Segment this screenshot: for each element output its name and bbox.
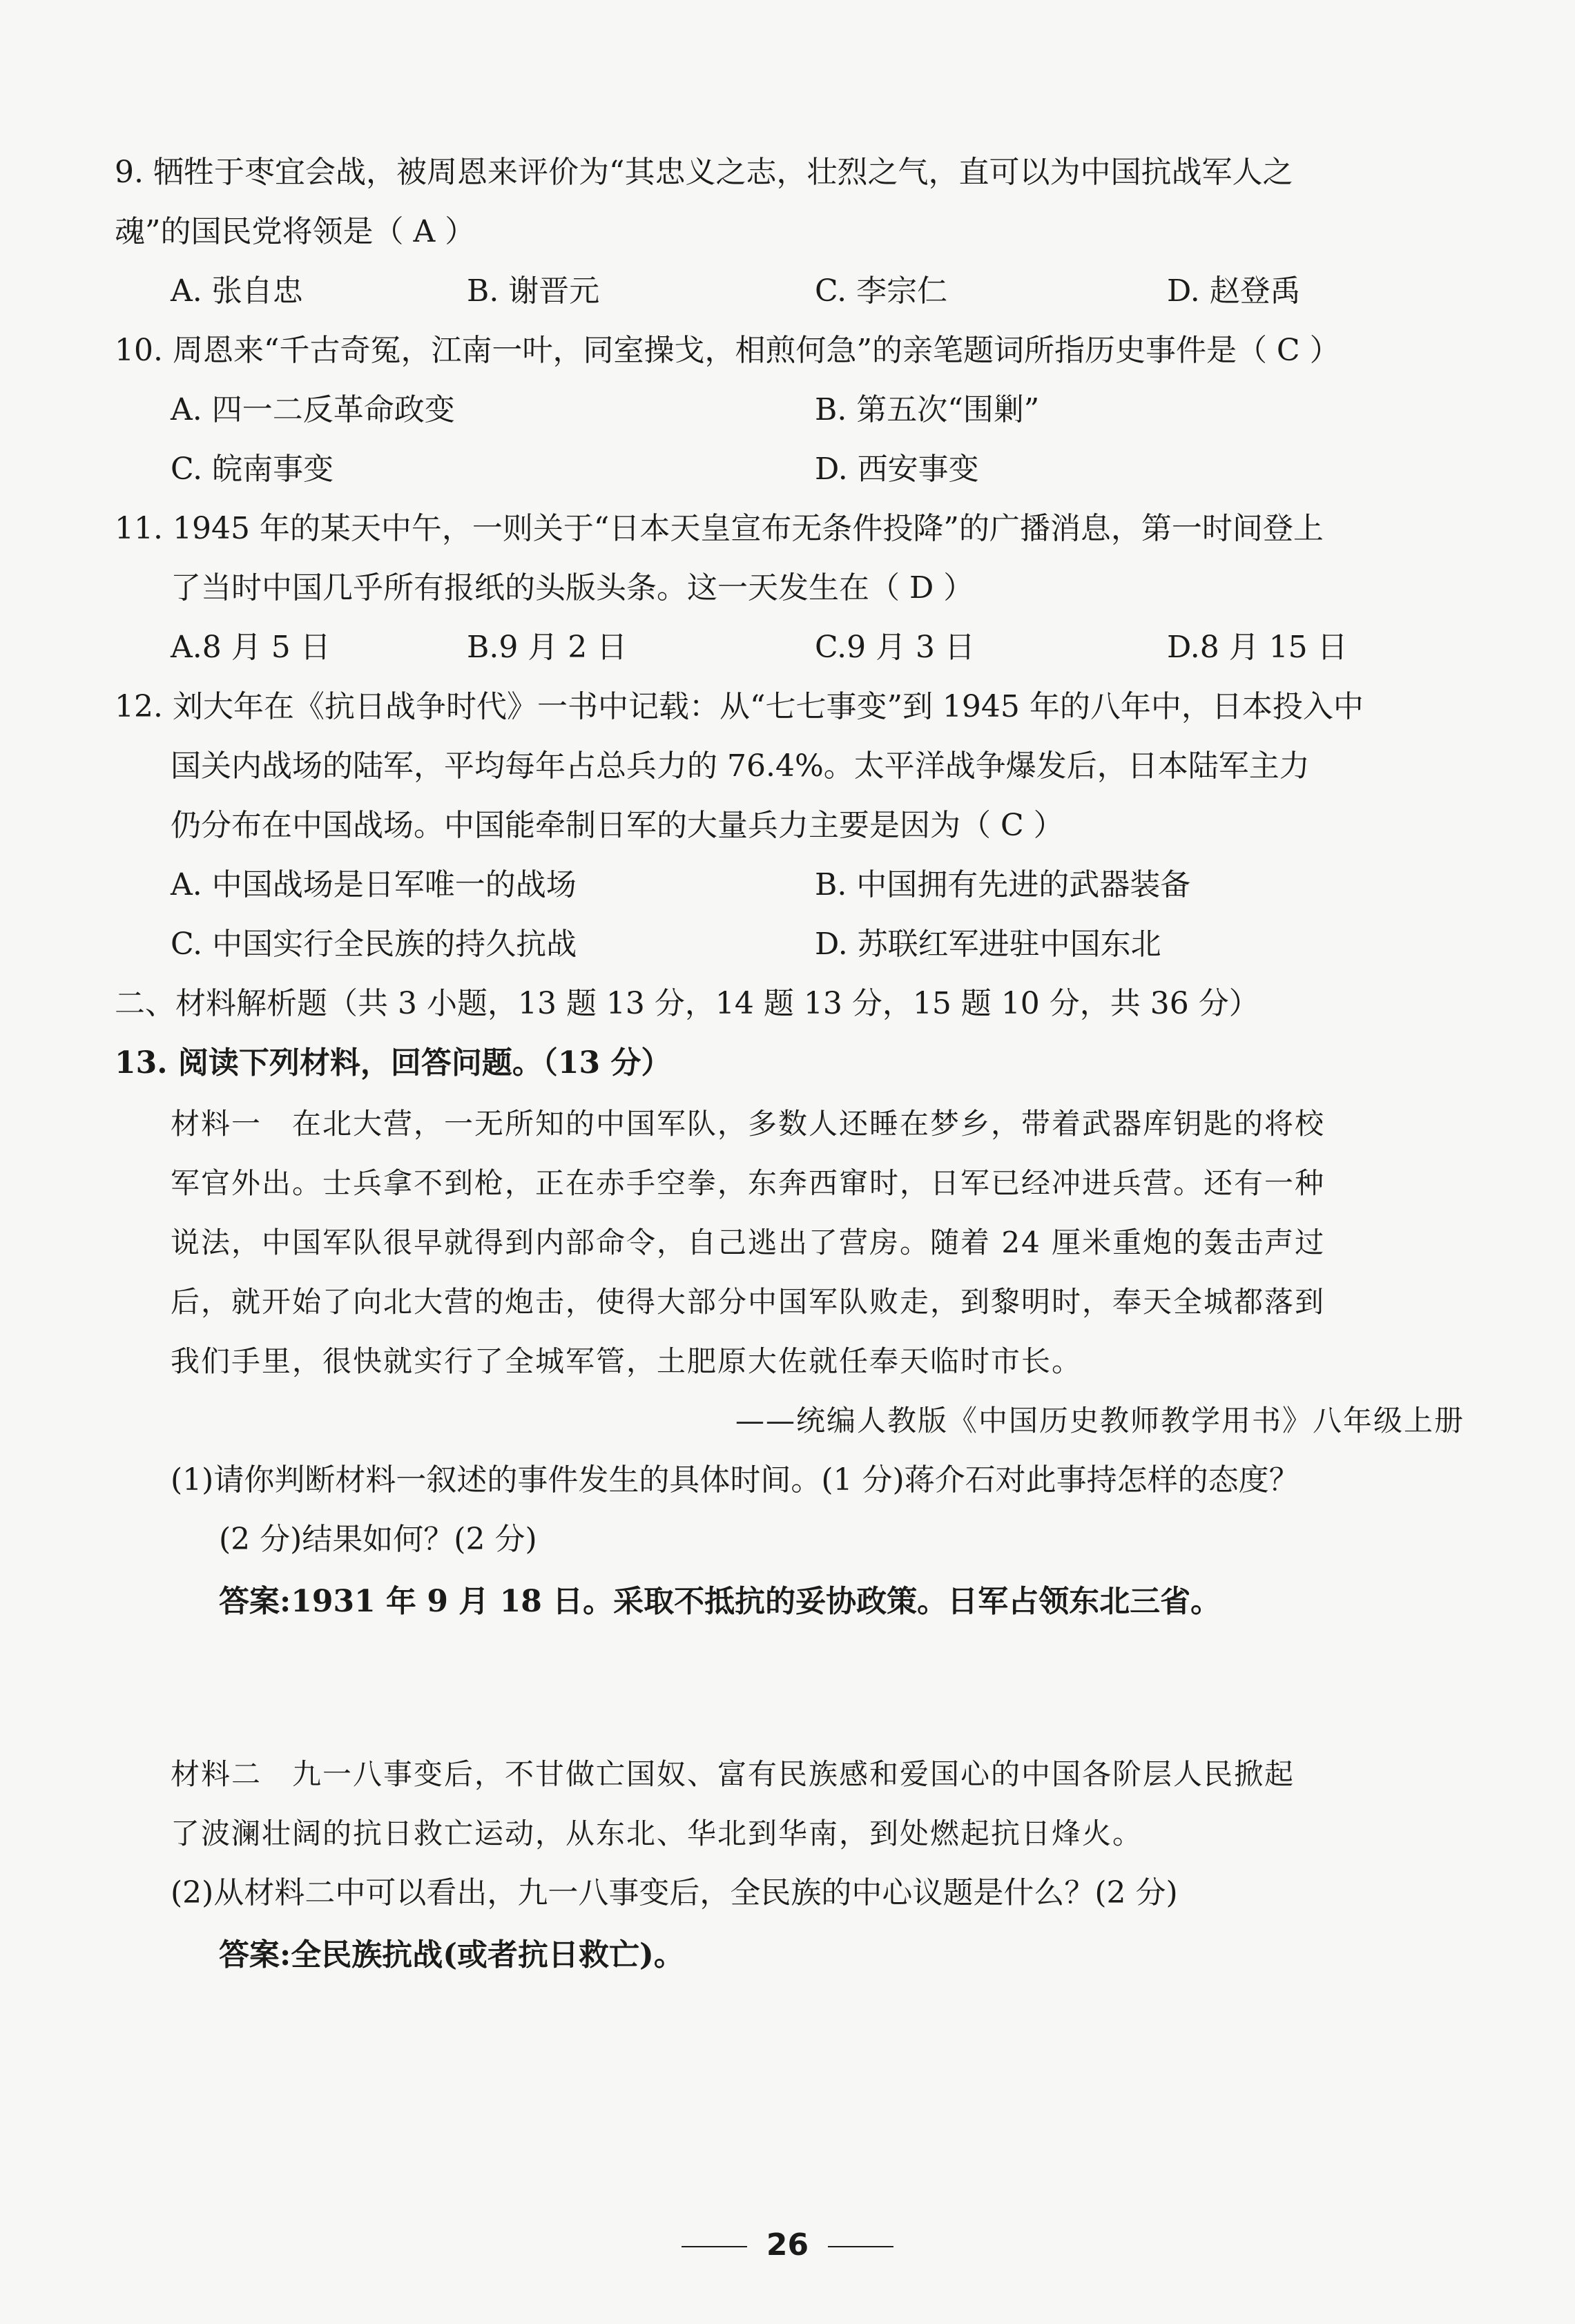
q9-stem-line1: 9. 牺牲于枣宜会战，被周恩来评价为“其忠义之志，壮烈之气，直可以为中国抗战军人之 bbox=[115, 155, 1293, 190]
material-1-line1: 材料一 在北大营，一无所知的中国军队，多数人还睡在梦乡，带着武器库钥匙的将校 bbox=[171, 1107, 1326, 1141]
q12-option-b: B. 中国拥有先进的武器装备 bbox=[815, 867, 1191, 902]
q9-option-c: C. 李宗仁 bbox=[815, 273, 948, 309]
q9-stem-line2: 魂”的国民党将领是（ A ） bbox=[115, 214, 476, 249]
q9-option-b: B. 谢晋元 bbox=[467, 273, 600, 309]
q10-option-c: C. 皖南事变 bbox=[171, 452, 334, 487]
q12-option-c: C. 中国实行全民族的持久抗战 bbox=[171, 927, 577, 962]
material-1-line3: 说法，中国军队很早就得到内部命令，自己逃出了营房。随着 24 厘米重炮的轰击声过 bbox=[171, 1226, 1326, 1259]
q10-option-a: A. 四一二反革命政变 bbox=[171, 392, 455, 427]
q10-option-b: B. 第五次“围剿” bbox=[815, 392, 1040, 427]
q9-option-d: D. 赵登禹 bbox=[1167, 273, 1301, 309]
q13-sub2: (2)从材料二中可以看出，九一八事变后，全民族的中心议题是什么？(2 分) bbox=[171, 1875, 1178, 1910]
q12-stem-line3: 仍分布在中国战场。中国能牵制日军的大量兵力主要是因为（ C ） bbox=[171, 808, 1064, 843]
material-1-line5: 我们手里，很快就实行了全城军管，土肥原大佐就任奉天临时市长。 bbox=[171, 1344, 1083, 1378]
q13-answer-2: 答案:全民族抗战(或者抗日救亡)。 bbox=[219, 1937, 684, 1973]
material-1-line4: 后，就开始了向北大营的炮击，使得大部分中国军队败走，到黎明时，奉天全城都落到 bbox=[171, 1285, 1326, 1319]
q11-option-c: C.9 月 3 日 bbox=[815, 630, 976, 665]
section-2-heading: 二、材料解析题（共 3 小题，13 题 13 分，14 题 13 分，15 题 10 分，共 36 分） bbox=[115, 986, 1259, 1021]
q12-option-d: D. 苏联红军进驻中国东北 bbox=[815, 927, 1161, 962]
q11-option-d: D.8 月 15 日 bbox=[1167, 630, 1348, 665]
q10-option-d: D. 西安事变 bbox=[815, 452, 979, 487]
q13-sub1-line1: (1)请你判断材料一叙述的事件发生的具体时间。(1 分)蒋介石对此事持怎样的态度？ bbox=[171, 1462, 1299, 1498]
q11-stem-line2: 了当时中国几乎所有报纸的头版头条。这一天发生在（ D ） bbox=[171, 570, 974, 606]
q12-stem-line1: 12. 刘大年在《抗日战争时代》一书中记载：从“七七事变”到 1945 年的八年中，日本投入中 bbox=[115, 689, 1364, 724]
q11-option-a: A.8 月 5 日 bbox=[171, 630, 331, 665]
q9-option-a: A. 张自忠 bbox=[171, 273, 303, 309]
q13-sub1-line2: (2 分)结果如何？(2 分) bbox=[219, 1522, 537, 1557]
q13-answer-1: 答案:1931 年 9 月 18 日。采取不抵抗的妥协政策。日军占领东北三省。 bbox=[219, 1584, 1221, 1619]
material-2-line2: 了波澜壮阔的抗日救亡运动，从东北、华北到华南，到处燃起抗日烽火。 bbox=[171, 1817, 1143, 1850]
q13-title: 13. 阅读下列材料，回答问题。（13 分） bbox=[115, 1045, 672, 1081]
page-number-right-rule bbox=[828, 2246, 893, 2247]
q11-stem-line1: 11. 1945 年的某天中午，一则关于“日本天皇宣布无条件投降”的广播消息，第一时间登上 bbox=[115, 511, 1324, 546]
page-number-text: 26 bbox=[766, 2227, 809, 2263]
q10-stem: 10. 周恩来“千古奇冤，江南一叶，同室操戈，相煎何急”的亲笔题词所指历史事件是（ C ） bbox=[115, 333, 1340, 368]
page-number bbox=[0, 2225, 1575, 2266]
page-number-left-rule bbox=[682, 2246, 747, 2247]
q12-stem-line2: 国关内战场的陆军，平均每年占总兵力的 76.4%。太平洋战争爆发后，日本陆军主力 bbox=[171, 748, 1310, 784]
material-1-line2: 军官外出。士兵拿不到枪，正在赤手空拳，东奔西窜时，日军已经冲进兵营。还有一种 bbox=[171, 1166, 1326, 1200]
q11-option-b: B.9 月 2 日 bbox=[467, 630, 628, 665]
material-2-line1: 材料二 九一八事变后，不甘做亡国奴、富有民族感和爱国心的中国各阶层人民掀起 bbox=[171, 1757, 1295, 1791]
material-1-source: ——统编人教版《中国历史教师教学用书》八年级上册 bbox=[735, 1404, 1465, 1437]
q12-option-a: A. 中国战场是日军唯一的战场 bbox=[171, 867, 577, 902]
